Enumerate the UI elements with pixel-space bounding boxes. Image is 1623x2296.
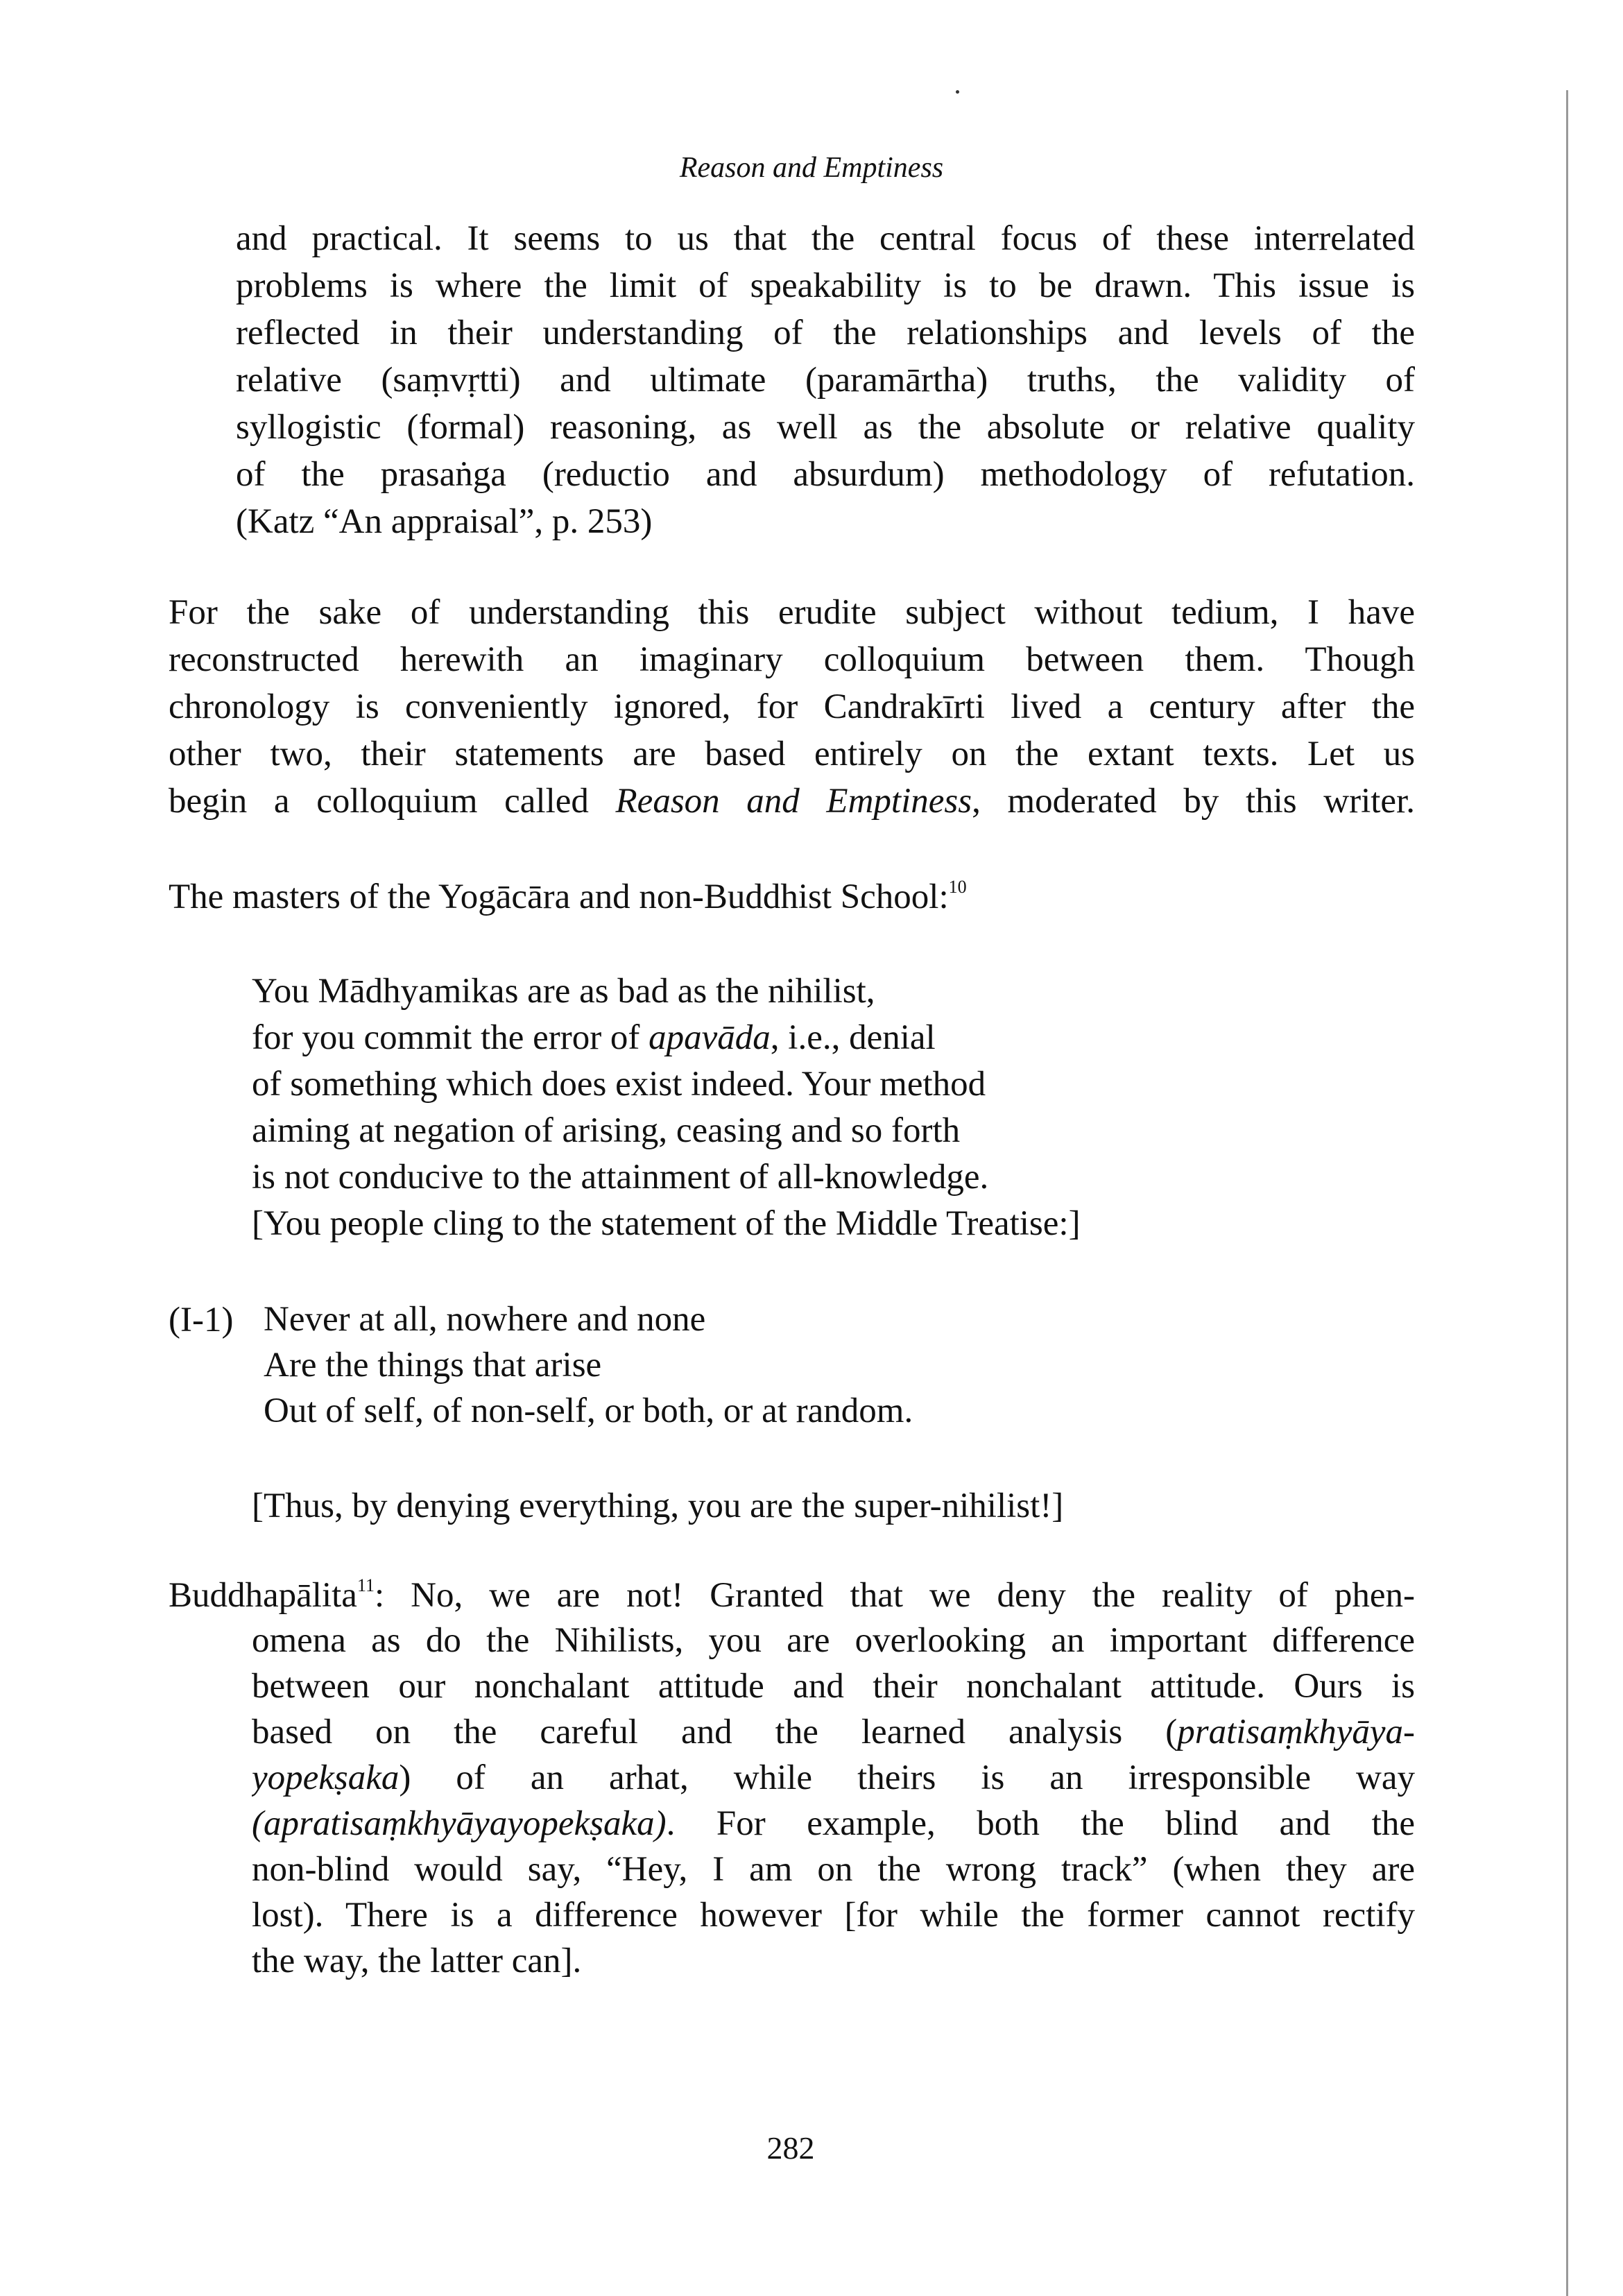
stanza <box>264 1296 1415 1434</box>
text-line <box>252 1755 1415 1801</box>
block-quote <box>236 215 1415 545</box>
text-line <box>169 778 1415 825</box>
footnote-marker[interactable]: 11 <box>357 1575 375 1595</box>
text-run: You Mādhyamikas are as bad as the nihilist, <box>252 972 875 1011</box>
text-run: between our nonchalant attitude and their nonchalant attitude. Ours is <box>252 1667 1415 1706</box>
text-run: syllogistic (formal) reasoning, as well as the absolute or relative quality <box>236 408 1415 447</box>
text-line <box>169 636 1415 683</box>
text-run: lost). There is a difference however [for while the former cannot rectify <box>252 1896 1415 1935</box>
text-run: reconstructed herewith an imaginary colloquium between them. Though <box>169 640 1415 679</box>
text-run: for you commit the error of <box>252 1018 649 1057</box>
page-number: 282 <box>766 2130 815 2166</box>
text-run: relative (saṃvṛtti) and ultimate (paramārtha) truths, the validity of <box>236 361 1415 400</box>
text-run: (Katz “An appraisal”, p. 253) <box>236 502 653 541</box>
scan-speck <box>956 90 959 94</box>
text-line <box>236 498 1415 545</box>
text-run: , moderated by this writer. <box>972 782 1415 821</box>
text-line <box>236 451 1415 498</box>
text-run: Are the things that arise <box>264 1346 602 1385</box>
text-line <box>264 1388 1415 1434</box>
text-line <box>252 1061 1415 1108</box>
text-run: of the prasaṅga (reductio and absurdum) methodology of refutation. <box>236 455 1415 494</box>
text-line <box>236 262 1415 309</box>
text-run: problems is where the limit of speakability is to be drawn. This issue is <box>236 266 1415 305</box>
text-run: ) of an arhat, while theirs is an irresponsible way <box>399 1758 1415 1797</box>
text-run: reflected in their understanding of the relationships and levels of the <box>236 314 1415 352</box>
verse-quote <box>252 968 1415 1247</box>
text-run: is not conducive to the attainment of all-knowledge. <box>252 1158 989 1197</box>
text-line <box>236 309 1415 357</box>
text-run: and practical. It seems to us that the central focus of these interrelated <box>236 219 1415 258</box>
speaker-heading <box>169 873 1415 920</box>
text-run: : No, we are not! Granted that we deny the reality of phen- <box>374 1576 1415 1615</box>
italic-term: apavāda <box>649 1018 771 1057</box>
text-line <box>264 1296 1415 1342</box>
text-line <box>236 357 1415 404</box>
page-edge-line <box>1566 90 1568 2296</box>
text-run: For the sake of understanding this erudite subject without tedium, I have <box>169 593 1415 632</box>
text-run: other two, their statements are based entirely on the extant texts. Let us <box>169 735 1415 773</box>
text-line <box>252 1618 1415 1663</box>
text-run: based on the careful and the learned analysis ( <box>252 1713 1178 1751</box>
text-line <box>169 683 1415 730</box>
bracketed-remark <box>252 1482 1415 1530</box>
text-run: chronology is conveniently ignored, for Candrakīrti lived a century after the <box>169 687 1415 726</box>
text-line <box>169 1572 1415 1619</box>
text-line <box>264 1342 1415 1388</box>
reply-paragraph <box>252 1618 1415 1984</box>
text-run: The masters of the Yogācāra and non-Buddhist School: <box>169 877 949 916</box>
text-run: [You people cling to the statement of the Middle Treatise:] <box>252 1204 1081 1243</box>
text-line <box>169 873 1415 920</box>
text-run: the way, the latter can]. <box>252 1942 582 1980</box>
stanza-label: (I-1) <box>169 1301 234 1339</box>
text-line <box>252 1015 1415 1061</box>
text-line <box>252 1709 1415 1755</box>
text-line <box>236 404 1415 451</box>
text-line <box>252 1892 1415 1938</box>
reply-first-line <box>169 1572 1415 1619</box>
text-line <box>252 1201 1415 1247</box>
text-run: omena as do the Nihilists, you are overlooking an important difference <box>252 1621 1415 1660</box>
text-run: , i.e., denial <box>770 1018 936 1057</box>
italic-term: (apratisaṃkhyāyayopekṣaka) <box>252 1804 667 1843</box>
italic-term: yopekṣaka <box>252 1758 400 1797</box>
text-line <box>252 1663 1415 1709</box>
italic-term: Reason and Emptiness <box>615 782 972 821</box>
footnote-marker[interactable]: 10 <box>948 877 967 897</box>
text-line <box>236 215 1415 262</box>
text-run: . For example, both the blind and the <box>666 1804 1415 1843</box>
text-line <box>252 1938 1415 1984</box>
text-run: begin a colloquium called <box>169 782 616 821</box>
text-line <box>252 1482 1415 1530</box>
text-run: Never at all, nowhere and none <box>264 1300 706 1339</box>
text-line <box>169 589 1415 636</box>
body-paragraph <box>169 589 1415 825</box>
text-line <box>252 1154 1415 1201</box>
text-run: of something which does exist indeed. Your method <box>252 1065 986 1104</box>
text-run: non-blind would say, “Hey, I am on the wrong track” (when they are <box>252 1850 1415 1889</box>
text-run: Buddhapālita <box>169 1576 357 1615</box>
text-line <box>169 730 1415 778</box>
text-line <box>252 968 1415 1015</box>
text-line <box>252 1108 1415 1154</box>
text-run: [Thus, by denying everything, you are the super-nihilist!] <box>252 1487 1064 1525</box>
running-header: Reason and Emptiness <box>679 152 944 184</box>
text-line <box>252 1847 1415 1892</box>
text-run: Out of self, of non-self, or both, or at random. <box>264 1391 913 1430</box>
italic-term: pratisaṃkhyāya- <box>1177 1713 1415 1751</box>
text-line <box>252 1801 1415 1847</box>
text-run: aiming at negation of arising, ceasing and so forth <box>252 1111 961 1150</box>
